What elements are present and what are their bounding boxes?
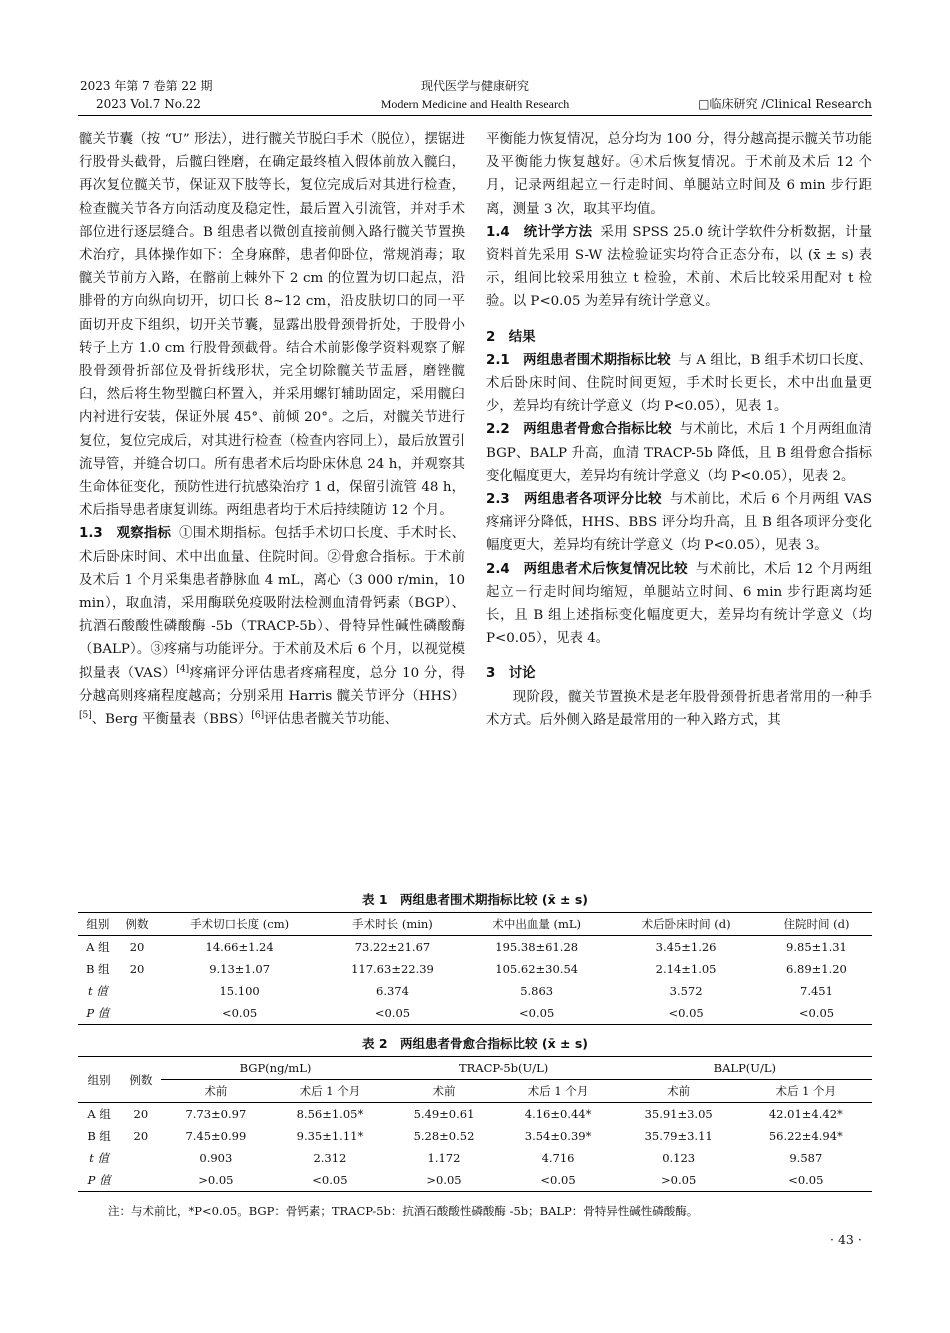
table-1-header: 术后卧床时间 (d): [611, 913, 761, 936]
table-1-header: 住院时间 (d): [761, 913, 872, 936]
table-1-header: 术中出血量 (mL): [462, 913, 611, 936]
table-cell: 2.14±1.05: [655, 962, 717, 976]
table-2-note: 注：与术前比，*P<0.05。BGP：骨钙素；TRACP-5b：抗酒石酸酸性磷酸酶 -5b；BALP：骨特异性碱性磷酸酶。: [108, 1204, 699, 1218]
table-cell: <0.05: [498, 1169, 617, 1192]
table-cell: <0.05: [462, 1002, 611, 1025]
section-2-1: [486, 349, 872, 419]
table-cell: t 值: [89, 1151, 110, 1165]
table-row: [78, 980, 872, 1002]
table-cell: 56.22±4.94*: [768, 1129, 843, 1143]
section-2-4: [486, 558, 872, 651]
left-column: [79, 128, 465, 731]
table-1-header: 例数: [118, 913, 157, 936]
table-cell: 20: [133, 1107, 149, 1121]
table-cell: 117.63±22.39: [351, 962, 434, 976]
page-number: · 43 ·: [830, 1232, 862, 1247]
table-cell: 0.123: [662, 1151, 696, 1165]
table-2-header: 例数: [120, 1057, 161, 1103]
table-cell: 2.312: [313, 1151, 347, 1165]
table-2-subheader: 术前: [390, 1080, 499, 1103]
table-row: [78, 1103, 872, 1126]
table-2-subheader: 术后 1 个月: [740, 1080, 872, 1103]
table-cell: t 值: [87, 984, 108, 998]
table-row: [78, 936, 872, 959]
table-cell: 4.16±0.44*: [524, 1107, 592, 1121]
section-2-4-text: 与术前比，术后 12 个月两组起立－行走时间均缩短，单腿站立时间、6 min 步行距离均延长，且 B 组上述指标变化幅度更大，差异均有统计学意义（均 P<0.05），见表 4。: [486, 561, 872, 647]
table-2-subheader: 术后 1 个月: [270, 1080, 389, 1103]
table-cell: 8.56±1.05*: [296, 1107, 364, 1121]
table-cell: A 组: [86, 940, 110, 954]
table-cell: 20: [133, 1129, 149, 1143]
table-1: [78, 912, 872, 1025]
table-2-header-row-2: [78, 1080, 872, 1103]
table-row: [78, 1169, 872, 1192]
section-2-4-heading: 2.4 两组患者术后恢复情况比较: [486, 561, 688, 577]
table-cell: 9.13±1.07: [209, 962, 271, 976]
table-cell: >0.05: [390, 1169, 499, 1192]
table-cell: 9.35±1.11*: [296, 1129, 364, 1143]
table-2-subheader: 术前: [618, 1080, 740, 1103]
table-cell: 15.100: [219, 984, 260, 998]
table-2-caption: 表 2 两组患者骨愈合指标比较 (x̄ ± s): [361, 1036, 588, 1051]
table-cell: B 组: [86, 962, 110, 976]
table-cell: 14.66±1.24: [205, 940, 274, 954]
journal-title-cn: 现代医学与健康研究: [420, 79, 529, 93]
section-2-heading: 2 结果: [486, 329, 536, 345]
ref-6: [6]: [251, 710, 265, 721]
table-cell: 5.863: [520, 984, 554, 998]
table-1-caption: 表 1 两组患者围术期指标比较 (x̄ ± s): [361, 892, 588, 907]
table-1-header: 手术切口长度 (cm): [156, 913, 322, 936]
table-2-header: TRACP-5b(U/L): [390, 1057, 618, 1080]
section-2-2: [486, 418, 872, 488]
table-cell: [120, 1169, 161, 1192]
table-cell: <0.05: [156, 1002, 322, 1025]
table-cell: 0.903: [199, 1151, 233, 1165]
section-1-3-text-a: ①围术期指标。包括手术切口长度、手术时长、术后卧床时间、术中出血量、住院时间。②骨愈合指标。于术前及术后 1 个月采集患者静脉血 4 mL，离心（3 000 r/min，10 min），取血清，采用酶联免疫吸附法检测血清骨钙素（BGP）、抗酒石酸酸性磷酸酶 -5b（TRACP-5b）、骨特异性碱性磷酸酶（BALP）。③疼痛与功能评分。于术前及术后 6 个月，以视觉模拟量表（VAS）: [79, 526, 465, 681]
right-column: [486, 128, 872, 732]
table-cell: <0.05: [740, 1169, 872, 1192]
table-cell: >0.05: [161, 1169, 270, 1192]
table-cell: <0.05: [323, 1002, 462, 1025]
table-cell: 3.54±0.39*: [524, 1129, 592, 1143]
section-2-1-heading: 2.1 两组患者围术期指标比较: [486, 352, 671, 368]
section-label: □临床研究 /Clinical Research: [698, 97, 872, 111]
table-cell: 42.01±4.42*: [768, 1107, 843, 1121]
issue-cn: 2023 年第 7 卷第 22 期: [80, 79, 213, 93]
table-cell: >0.05: [618, 1169, 740, 1192]
section-3-text: 现阶段，髋关节置换术是老年股骨颈骨折患者常用的一种手术方式。后外侧入路是最常用的一种入路方式，其: [486, 689, 872, 728]
table-cell: 3.572: [669, 984, 703, 998]
table-cell: 35.79±3.11: [644, 1129, 713, 1143]
ref-5: [5]: [79, 710, 92, 721]
section-3-heading: 3 讨论: [486, 666, 536, 682]
table-cell: <0.05: [270, 1169, 389, 1192]
table-2-header: 组别: [78, 1057, 120, 1103]
table-2: [78, 1056, 872, 1192]
table-row: [78, 1125, 872, 1147]
right-paragraph-1: 平衡能力恢复情况，总分均为 100 分，得分越高提示髋关节功能及平衡能力恢复越好。④术后恢复情况。于术前及术后 12 个月，记录两组起立－行走时间、单腿站立时间及 6 min 步行距离，测量 3 次，取其平均值。: [486, 132, 872, 217]
table-cell: 5.28±0.52: [413, 1129, 475, 1143]
section-1-3-text-b: 疼痛评分评估患者疼痛程度，总分 10 分，得分越高则疼痛程度越高；分别采用 Harris 髋关节评分（HHS）: [79, 665, 465, 704]
table-2-header: BGP(ng/mL): [161, 1057, 389, 1080]
table-row: [78, 958, 872, 980]
section-1-4: [486, 221, 872, 314]
table-cell: 105.62±30.54: [495, 962, 579, 976]
table-cell: 9.587: [789, 1151, 823, 1165]
table-cell: [118, 1002, 157, 1025]
table-cell: 9.85±1.31: [786, 940, 847, 954]
ref-4: [4]: [176, 664, 190, 675]
table-cell: 1.172: [427, 1151, 461, 1165]
journal-title-en: Modern Medicine and Health Research: [380, 97, 570, 111]
table-cell: 195.38±61.28: [495, 940, 579, 954]
table-row: [78, 1147, 872, 1169]
section-2-2-heading: 2.2 两组患者骨愈合指标比较: [486, 422, 672, 438]
table-cell: B 组: [87, 1129, 111, 1143]
table-2-subheader: 术后 1 个月: [498, 1080, 617, 1103]
section-1-3-text-d: 评估患者髋关节功能、: [264, 712, 398, 728]
section-1-4-heading: 1.4 统计学方法: [486, 224, 593, 240]
section-2-3-heading: 2.3 两组患者各项评分比较: [486, 492, 662, 508]
table-cell: 7.73±0.97: [185, 1107, 247, 1121]
table-1-header: 组别: [78, 913, 118, 936]
table-2-header: BALP(U/L): [618, 1057, 872, 1080]
table-row: [78, 1002, 872, 1025]
table-cell: 73.22±21.67: [354, 940, 431, 954]
table-cell: 7.45±0.99: [185, 1129, 247, 1143]
table-cell: 6.89±1.20: [786, 962, 847, 976]
table-cell: A 组: [87, 1107, 111, 1121]
table-cell: 4.716: [541, 1151, 575, 1165]
issue-en: 2023 Vol.7 No.22: [96, 97, 201, 111]
table-cell: 35.91±3.05: [644, 1107, 713, 1121]
table-1-header: 手术时长 (min): [323, 913, 462, 936]
section-1-3-heading: 1.3 观察指标: [79, 526, 172, 542]
table-cell: 7.451: [800, 984, 833, 998]
section-1-3: [79, 522, 465, 731]
table-cell: <0.05: [761, 1002, 872, 1025]
table-1-header-row: [78, 913, 872, 936]
header-rule: [78, 115, 872, 116]
table-cell: <0.05: [611, 1002, 761, 1025]
section-1-3-text-c: 、Berg 平衡量表（BBS）: [91, 712, 252, 728]
table-cell: 6.374: [376, 984, 409, 998]
table-cell: 5.49±0.61: [413, 1107, 475, 1121]
left-paragraph-1: 髋关节囊（按 “U” 形法），进行髋关节脱臼手术（脱位），摆锯进行股骨头截骨，后髋臼锉磨，在确定最终植入假体前放入髋臼，再次复位髋关节，保证双下肢等长，复位完成后对其进行检查，检查髋关节各方向活动度及稳定性，最后置入引流管，并对手术部位进行逐层缝合。B 组患者以微创直接前侧入路行髋关节置换术治疗，具体操作如下：全身麻醉，患者仰卧位，常规消毒；取髋关节前方入路，在髂前上棘外下 2 cm 的位置为切口起点，沿腓骨的方向纵向切开，切口长 8~12 cm，沿皮肤切口的同一平面切开皮下组织，切开关节囊，显露出股骨颈骨折处，于股骨小转子上方 1.0 cm 行股骨颈截骨。结合术前影像学资料观察了解股骨颈骨折部位及骨折线形状，完全切除髋关节盂唇，磨锉髋臼，然后将生物型髋臼杯置入，并采用螺钉辅助固定，采用髋臼内衬进行安装，保证外展 45°、前倾 20°。之后，对髋关节进行复位，复位完成后，对其进行检查（检查内容同上），最后放置引流导管，并缝合切口。所有患者术后均卧床休息 24 h，并观察其生命体征变化，预防性进行抗感染治疗 1 d，保留引流管 48 h，术后指导患者康复训练。两组患者均于术后持续随访 12 个月。: [79, 132, 465, 519]
table-cell: P 值: [78, 1002, 118, 1025]
table-cell: 20: [129, 940, 145, 954]
table-cell: [118, 980, 157, 1002]
table-cell: [120, 1147, 161, 1169]
table-cell: 3.45±1.26: [655, 940, 717, 954]
section-2-3: [486, 488, 872, 558]
section-2-2-text: 与术前比，术后 1 个月两组血清 BGP、BALP 升高，血清 TRACP-5b 降低，且 B 组骨愈合指标变化幅度更大，差异均有统计学意义（均 P<0.05），见表 2。: [486, 422, 872, 484]
section-2-1-text: 与 A 组比，B 组手术切口长度、术后卧床时间、住院时间更短，手术时长更长，术中出血量更少，差异均有统计学意义（均 P<0.05），见表 1。: [486, 352, 872, 415]
table-cell: P 值: [78, 1169, 120, 1192]
section-1-4-text: 采用 SPSS 25.0 统计学软件分析数据，计量资料首先采用 S-W 法检验证实均符合正态分布，以 (x̄ ± s) 表示，组间比较采用独立 t 检验，术前、术后比较采用配对 t 检验。以 P<0.05 为差异有统计学意义。: [486, 224, 872, 310]
table-cell: 20: [129, 962, 145, 976]
table-2-header-row-1: [78, 1057, 872, 1080]
section-2-3-text: 与术前比，术后 6 个月两组 VAS 疼痛评分降低，HHS、BBS 评分均升高，且 B 组各项评分变化幅度更大，差异均有统计学意义（均 P<0.05），见表 3。: [486, 492, 872, 554]
table-2-subheader: 术前: [161, 1080, 270, 1103]
